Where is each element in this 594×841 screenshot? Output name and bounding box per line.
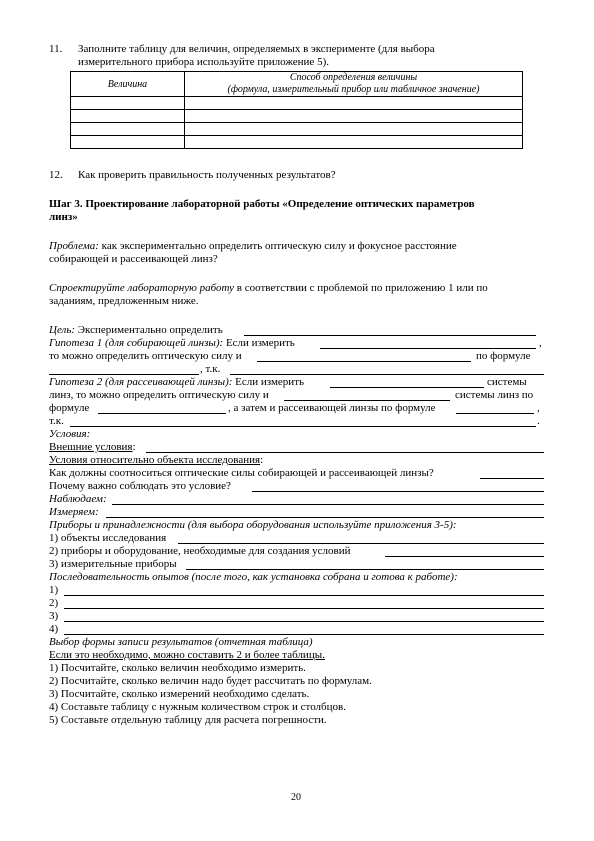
hyp2-blank-measure[interactable]: [330, 377, 484, 388]
sequence-item-3: 3): [49, 610, 59, 622]
goal-text: Экспериментально определить: [75, 324, 223, 336]
instruction-step-3: 3) Посчитайте, сколько измерений необходимо сделать.: [49, 688, 310, 700]
design-line2: заданиям, предложенным ниже.: [49, 295, 199, 307]
measure-line: [49, 506, 99, 519]
instruction-step-5: 5) Составьте отдельную таблицу для расчета погрешности.: [49, 714, 327, 726]
table-header-quantity: Величина: [71, 72, 185, 97]
table-row: [71, 123, 523, 136]
devices-item-1-blank[interactable]: [178, 533, 544, 544]
sequence-heading: [49, 571, 458, 584]
external-conditions-label: Внешние условия: [49, 441, 133, 453]
table-cell[interactable]: [185, 97, 523, 110]
sequence-item-4-blank[interactable]: [64, 624, 544, 635]
table-header-method-line1: Способ определения величины: [289, 72, 418, 83]
hyp2-blank-formula-system[interactable]: [98, 403, 226, 414]
q-ratio: Как должны соотноситься оптические силы собирающей и рассеивающей линзы?: [49, 467, 434, 479]
goal-line: [49, 324, 223, 337]
devices-label: Приборы и принадлежности (для выбора оборудования используйте приложения 3-5):: [49, 519, 457, 531]
devices-heading: [49, 519, 457, 532]
sequence-item-3-blank[interactable]: [64, 611, 544, 622]
table-header-method-line2: (формула, измерительный прибор или табличное значение): [227, 84, 480, 95]
hyp1-line2a: то можно определить оптическую силу и: [49, 350, 242, 362]
table-header-method: [185, 72, 523, 97]
hyp1-line3: , т.к.: [200, 363, 221, 375]
measure-blank[interactable]: [106, 507, 544, 518]
observe-line: [49, 493, 107, 506]
q-why: Почему важно соблюдать это условие?: [49, 480, 231, 492]
hyp2-label: Гипотеза 2 (для рассеивающей линзы):: [49, 376, 233, 388]
conditions-label: Условия:: [49, 428, 91, 440]
object-conditions-label: Условия относительно объекта исследования: [49, 454, 261, 466]
sequence-item-2-blank[interactable]: [64, 598, 544, 609]
sequence-item-1: 1): [49, 584, 59, 596]
hyp2-line2a: линз, то можно определить оптическую силу и: [49, 389, 269, 401]
goal-blank[interactable]: [244, 325, 536, 336]
hyp2-line1-end: системы: [487, 376, 527, 388]
step3-heading-line1: Шаг 3. Проектирование лабораторной работы «Определение оптических параметров: [49, 198, 475, 210]
hyp2-line3b: , а затем и рассеивающей линзы по формуле: [228, 402, 436, 414]
table-cell[interactable]: [71, 97, 185, 110]
q-ratio-blank[interactable]: [480, 468, 544, 479]
problem-line1: [49, 240, 457, 253]
sequence-item-2: 2): [49, 597, 59, 609]
hyp1-line1: [49, 337, 295, 350]
instruction-step-2: 2) Посчитайте, сколько величин надо будет рассчитать по формулам.: [49, 675, 372, 687]
table-cell[interactable]: [185, 123, 523, 136]
hyp2-line4-end: .: [537, 415, 540, 427]
table-cell[interactable]: [71, 136, 185, 149]
table-cell[interactable]: [185, 136, 523, 149]
hyp2-line4: т.к.: [49, 415, 64, 427]
table-header-row: [71, 72, 523, 97]
devices-item-3-blank[interactable]: [186, 559, 544, 570]
sequence-label: Последовательность опытов (после того, как установка собрана и готова к работе):: [49, 571, 458, 583]
observe-label: Наблюдаем:: [49, 493, 107, 505]
table-cell[interactable]: [185, 110, 523, 123]
hyp1-text: Если измерить: [223, 337, 295, 349]
results-form-label: Выбор формы записи результатов (отчетная таблица): [49, 636, 313, 648]
table-row: [71, 97, 523, 110]
table-cell[interactable]: [71, 123, 185, 136]
hyp2-blank-quantity[interactable]: [284, 390, 450, 401]
page-number: 20: [291, 792, 301, 803]
object-conditions-colon: :: [260, 454, 264, 466]
q11-text-line1: Заполните таблицу для величин, определяемых в эксперименте (для выбора: [78, 43, 435, 55]
design-line1: [49, 282, 488, 295]
hyp1-blank-reason[interactable]: [230, 364, 544, 375]
design-text: в соответствии с проблемой по приложению 1 или по: [234, 282, 488, 294]
hyp2-line3a: формуле: [49, 402, 90, 414]
hyp1-label: Гипотеза 1 (для собирающей линзы):: [49, 337, 224, 349]
hyp1-line2b: по формуле: [476, 350, 531, 362]
external-conditions: [49, 441, 136, 454]
q11-number: 11.: [49, 43, 63, 55]
q12-text: Как проверить правильность полученных результатов?: [78, 169, 336, 181]
devices-item-2-blank[interactable]: [385, 546, 544, 557]
table-cell[interactable]: [71, 110, 185, 123]
step3-heading-line2: линз»: [49, 211, 78, 223]
if-needed-line: [49, 649, 325, 662]
design-label: Спроектируйте лабораторную работу: [49, 282, 235, 294]
conditions-heading: [49, 428, 90, 441]
q12-number: 12.: [49, 169, 63, 181]
hyp2-blank-formula-lens[interactable]: [456, 403, 534, 414]
external-conditions-colon: :: [132, 441, 136, 453]
problem-text: как экспериментально определить оптическую силу и фокусное расстояние: [98, 240, 457, 252]
measure-label: Измеряем:: [49, 506, 99, 518]
sequence-item-4: 4): [49, 623, 59, 635]
devices-item-2: 2) приборы и оборудование, необходимые для создания условий: [49, 545, 351, 557]
quantities-table: [70, 71, 523, 149]
instruction-step-4: 4) Составьте таблицу с нужным количеством строк и столбцов.: [49, 701, 346, 713]
hyp1-blank-formula[interactable]: [49, 364, 199, 375]
if-needed-text: Если это необходимо, можно составить 2 и более таблицы.: [49, 649, 325, 661]
hyp2-line2b: системы линз по: [455, 389, 534, 401]
observe-blank[interactable]: [112, 494, 544, 505]
devices-item-3: 3) измерительные приборы: [49, 558, 177, 570]
hyp2-line1: [49, 376, 304, 389]
table-row: [71, 110, 523, 123]
q11-text-line2: измерительного прибора используйте приложение 5).: [78, 56, 329, 68]
hyp2-line3c: ,: [537, 402, 540, 414]
results-form-heading: [49, 636, 313, 649]
instruction-step-1: 1) Посчитайте, сколько величин необходимо измерить.: [49, 662, 306, 674]
devices-item-1: 1) объекты исследования: [49, 532, 167, 544]
hyp2-text: Если измерить: [232, 376, 305, 388]
hyp2-blank-reason[interactable]: [70, 416, 536, 427]
object-conditions: [49, 454, 263, 467]
hyp1-comma: ,: [539, 337, 542, 349]
sequence-item-1-blank[interactable]: [64, 585, 544, 596]
problem-label: Проблема:: [49, 240, 99, 252]
q-why-blank[interactable]: [252, 481, 544, 492]
problem-line2: собирающей и рассеивающей линз?: [49, 253, 218, 265]
goal-label: Цель:: [49, 324, 76, 336]
hyp1-blank-measure[interactable]: [320, 338, 536, 349]
table-row: [71, 136, 523, 149]
hyp1-blank-quantity[interactable]: [257, 351, 471, 362]
external-conditions-blank[interactable]: [146, 442, 544, 453]
